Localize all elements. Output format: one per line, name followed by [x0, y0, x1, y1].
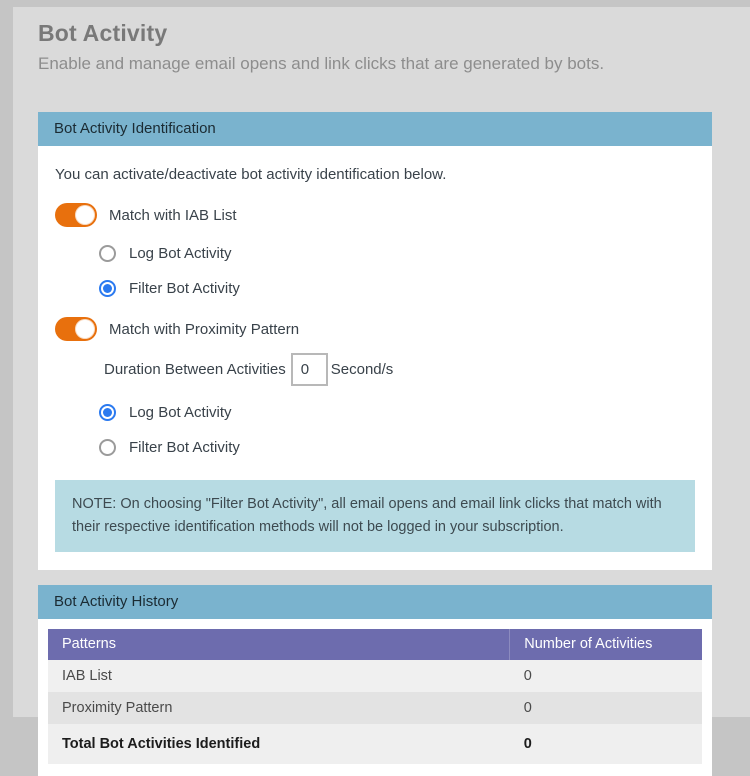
page-title: Bot Activity [38, 20, 168, 46]
proximity-filter-option-row [99, 439, 695, 456]
count-cell: 0 [510, 660, 702, 692]
iab-toggle-label: Match with IAB List [109, 206, 237, 224]
pattern-cell: Proximity Pattern [48, 692, 510, 724]
proximity-toggle-label: Match with Proximity Pattern [109, 320, 300, 338]
iab-log-option-row [99, 245, 695, 262]
table-total-row [48, 724, 702, 764]
proximity-filter-radio[interactable] [99, 439, 116, 456]
total-pattern-cell: Total Bot Activities Identified [48, 724, 510, 764]
iab-toggle-knob [75, 205, 95, 225]
history-panel-header: Bot Activity History [38, 585, 712, 619]
proximity-log-radio-label[interactable]: Log Bot Activity [129, 404, 232, 421]
pattern-cell: IAB List [48, 660, 510, 692]
iab-filter-radio[interactable] [99, 280, 116, 297]
proximity-toggle[interactable] [55, 317, 97, 341]
identification-panel [38, 112, 712, 570]
table-row [48, 692, 702, 724]
iab-toggle-row [55, 203, 695, 227]
history-table-header-row [48, 629, 702, 660]
identification-panel-header: Bot Activity Identification [38, 112, 712, 146]
note-box: NOTE: On choosing "Filter Bot Activity", all email opens and email link clicks that match with their respective identification methods will not be logged in your subscription. [55, 480, 695, 552]
proximity-filter-radio-label[interactable]: Filter Bot Activity [129, 439, 240, 456]
table-row [48, 660, 702, 692]
iab-toggle[interactable] [55, 203, 97, 227]
count-cell: 0 [510, 692, 702, 724]
proximity-toggle-knob [75, 319, 95, 339]
duration-input[interactable] [291, 353, 328, 386]
page-header [13, 7, 750, 74]
iab-log-radio[interactable] [99, 245, 116, 262]
iab-log-radio-label[interactable]: Log Bot Activity [129, 245, 232, 262]
identification-intro-text: You can activate/deactivate bot activity identification below. [55, 166, 447, 183]
patterns-column-header: Patterns [48, 629, 510, 660]
proximity-log-radio[interactable] [99, 404, 116, 421]
iab-filter-radio-label[interactable]: Filter Bot Activity [129, 280, 240, 297]
history-panel [38, 585, 712, 776]
iab-filter-option-row [99, 280, 695, 297]
proximity-toggle-row [55, 317, 695, 341]
page-subtitle: Enable and manage email opens and link clicks that are generated by bots. [38, 54, 605, 73]
proximity-log-option-row [99, 404, 695, 421]
history-table [48, 629, 702, 764]
duration-label: Duration Between Activities [104, 361, 286, 378]
duration-row [104, 353, 695, 386]
page-background [13, 7, 750, 753]
duration-unit: Second/s [330, 361, 394, 378]
total-count-cell: 0 [510, 724, 702, 764]
activities-column-header: Number of Activities [510, 629, 702, 660]
